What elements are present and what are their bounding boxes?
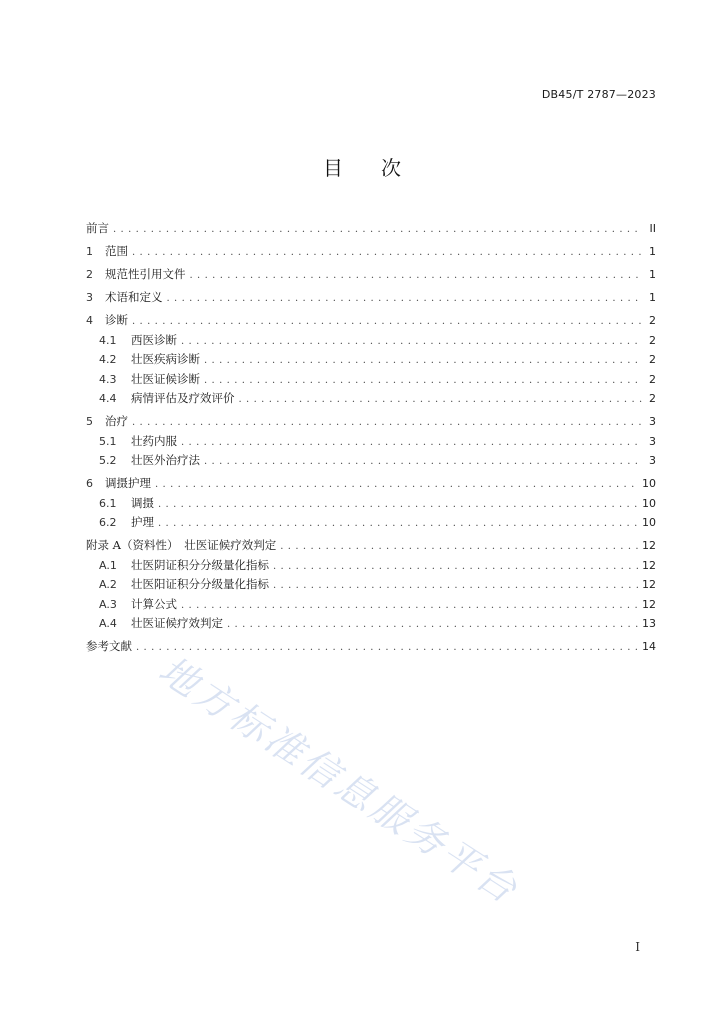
toc-entry-page: 12 <box>642 539 656 552</box>
toc-entry-title: 壮医阴证积分分级量化指标 <box>131 557 269 572</box>
toc-entry-leader-dots <box>132 243 642 262</box>
toc-entry-title: 壮医证候诊断 <box>131 371 200 386</box>
toc-entry-title: 调摄护理 <box>105 476 151 490</box>
toc-entry[interactable] <box>86 242 656 262</box>
toc-entry-page: 10 <box>642 516 656 529</box>
toc-entry-leader-dots <box>204 452 642 471</box>
document-code: DB45/T 2787—2023 <box>541 88 656 101</box>
toc-entry-leader-dots <box>181 332 642 351</box>
toc-entry-number: A.1 <box>99 558 117 572</box>
toc-entry-number: 4.2 <box>99 353 117 366</box>
table-of-contents <box>86 219 656 657</box>
toc-entry[interactable] <box>86 595 656 615</box>
toc-entry-leader-dots <box>113 220 642 239</box>
toc-entry-page: 1 <box>649 291 656 304</box>
toc-entry[interactable] <box>86 575 656 595</box>
toc-entry-leader-dots <box>136 638 638 657</box>
toc-entry-number: 2 <box>86 268 93 281</box>
toc-entry[interactable] <box>86 451 656 471</box>
toc-entry-page: 14 <box>642 640 656 653</box>
toc-entry-title: 护理 <box>131 515 154 529</box>
toc-entry-number: 4.3 <box>99 372 117 386</box>
toc-entry-number: 4.4 <box>99 392 117 405</box>
toc-entry-title: 附录 A（资料性） 壮医证候疗效判定 <box>86 538 277 552</box>
toc-entry[interactable] <box>86 536 656 556</box>
toc-entry-leader-dots <box>273 557 638 576</box>
toc-entry-title: 诊断 <box>105 313 128 327</box>
toc-entry-leader-dots <box>227 615 638 634</box>
toc-entry-page: 12 <box>642 578 656 591</box>
toc-entry-number: A.4 <box>99 617 117 630</box>
toc-entry[interactable] <box>86 265 656 285</box>
toc-entry-title: 调摄 <box>131 495 154 510</box>
toc-entry[interactable] <box>86 432 656 452</box>
page-title-part1: 目 <box>323 156 343 180</box>
toc-entry-title: 范围 <box>105 244 128 258</box>
toc-entry-leader-dots <box>132 312 642 331</box>
toc-entry-title: 计算公式 <box>131 596 177 611</box>
toc-entry-number: 6 <box>86 477 93 490</box>
toc-entry-title: 规范性引用文件 <box>105 267 186 281</box>
toc-entry-leader-dots <box>204 351 642 370</box>
toc-entry-title: 病情评估及疗效评价 <box>131 391 235 405</box>
toc-entry-leader-dots <box>204 371 642 390</box>
toc-entry-number: 3 <box>86 291 93 304</box>
toc-entry-page: 2 <box>649 353 656 366</box>
toc-entry[interactable] <box>86 389 656 409</box>
toc-entry-title: 壮医疾病诊断 <box>131 352 200 366</box>
toc-entry-page: 2 <box>649 372 656 386</box>
toc-entry-page: 3 <box>649 454 656 467</box>
toc-entry-number: 6.1 <box>99 496 117 510</box>
toc-entry-title: 壮药内服 <box>131 433 177 448</box>
page-title-part2: 次 <box>381 156 401 180</box>
page-title <box>0 152 724 181</box>
toc-entry-title: 壮医外治疗法 <box>131 453 200 467</box>
toc-entry-title: 壮医证候疗效判定 <box>131 616 223 630</box>
toc-entry-title: 治疗 <box>105 414 128 428</box>
toc-entry-number: 5 <box>86 415 93 428</box>
toc-entry-leader-dots <box>280 537 638 556</box>
toc-entry-leader-dots <box>181 433 642 452</box>
toc-entry-title: 术语和定义 <box>105 290 163 304</box>
toc-entry[interactable] <box>86 219 656 239</box>
toc-entry-page: 2 <box>649 392 656 405</box>
toc-entry[interactable] <box>86 331 656 351</box>
toc-entry-page: 10 <box>642 496 656 510</box>
toc-entry-page: 12 <box>642 597 656 611</box>
toc-entry[interactable] <box>86 288 656 308</box>
toc-entry-number: 5.2 <box>99 454 117 467</box>
toc-entry-leader-dots <box>155 475 638 494</box>
toc-entry[interactable] <box>86 412 656 432</box>
toc-entry-title: 前言 <box>86 221 109 235</box>
toc-entry-leader-dots <box>132 413 642 432</box>
toc-entry-page: 2 <box>649 333 656 347</box>
toc-entry-title: 西医诊断 <box>131 332 177 347</box>
toc-entry[interactable] <box>86 370 656 390</box>
page-number: I <box>635 940 640 954</box>
toc-entry-page: II <box>649 222 656 235</box>
toc-entry-page: 3 <box>649 415 656 428</box>
watermark: 地方标准信息服务平台 <box>151 647 528 914</box>
toc-entry-leader-dots <box>239 390 643 409</box>
toc-entry-page: 2 <box>649 314 656 327</box>
toc-entry[interactable] <box>86 494 656 514</box>
toc-entry-leader-dots <box>158 495 638 514</box>
toc-entry-leader-dots <box>181 596 638 615</box>
toc-entry-page: 3 <box>649 434 656 448</box>
toc-entry-number: 4 <box>86 314 93 327</box>
toc-entry-title: 壮医阳证积分分级量化指标 <box>131 577 269 591</box>
toc-entry-page: 1 <box>649 245 656 258</box>
toc-entry-leader-dots <box>190 266 643 285</box>
toc-entry-number: 5.1 <box>99 434 117 448</box>
toc-entry-number: 4.1 <box>99 333 117 347</box>
toc-entry-leader-dots <box>167 289 643 308</box>
toc-entry-number: A.2 <box>99 578 117 591</box>
toc-entry-number: A.3 <box>99 597 117 611</box>
toc-entry-title: 参考文献 <box>86 639 132 653</box>
toc-entry[interactable] <box>86 474 656 494</box>
toc-entry-page: 10 <box>642 477 656 490</box>
toc-entry-page: 12 <box>642 558 656 572</box>
toc-entry-page: 1 <box>649 268 656 281</box>
toc-entry[interactable] <box>86 350 656 370</box>
toc-entry[interactable] <box>86 614 656 634</box>
toc-entry[interactable] <box>86 556 656 576</box>
toc-entry-leader-dots <box>273 576 638 595</box>
toc-entry-page: 13 <box>642 617 656 630</box>
toc-entry-number: 6.2 <box>99 516 117 529</box>
toc-entry-leader-dots <box>158 514 638 533</box>
toc-entry[interactable] <box>86 311 656 331</box>
toc-entry-number: 1 <box>86 245 93 258</box>
toc-entry[interactable] <box>86 637 656 657</box>
toc-entry[interactable] <box>86 513 656 533</box>
